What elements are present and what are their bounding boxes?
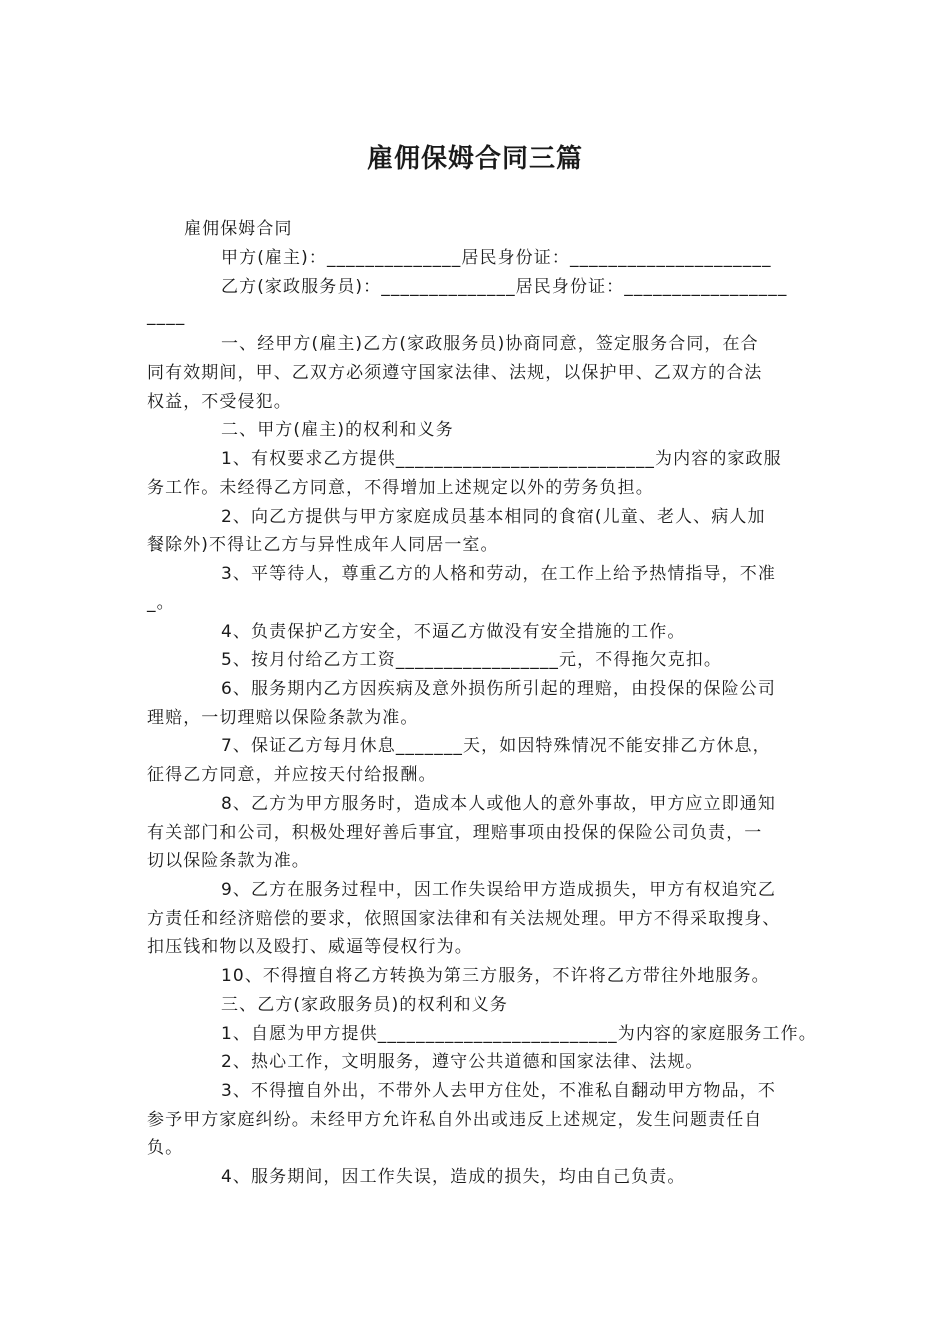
doc-line: 8、乙方为甲方服务时，造成本人或他人的意外事故，甲方应立即通知: [221, 794, 776, 814]
doc-line: 4、负责保护乙方安全，不逼乙方做没有安全措施的工作。: [221, 622, 686, 642]
doc-line: 餐除外)不得让乙方与异性成年人同居一室。: [147, 535, 499, 555]
doc-line: 扣压钱和物以及殴打、威逼等侵权行为。: [147, 937, 473, 957]
doc-line: 4、服务期间，因工作失误，造成的损失，均由自己负责。: [221, 1167, 686, 1187]
doc-line: 10、不得擅自将乙方转换为第三方服务，不许将乙方带往外地服务。: [221, 966, 770, 986]
doc-line: ____: [147, 306, 186, 326]
doc-line: 7、保证乙方每月休息_______天，如因特殊情况不能安排乙方休息，: [221, 736, 771, 756]
doc-line: 方责任和经济赔偿的要求，依照国家法律和有关法规处理。甲方不得采取搜身、: [147, 909, 781, 929]
doc-line-party-b: 乙方(家政服务员)：______________居民身份证：_________________: [221, 277, 788, 297]
section-heading-party-a: 二、甲方(雇主)的权利和义务: [221, 420, 454, 440]
section-heading-party-b: 三、乙方(家政服务员)的权利和义务: [221, 995, 508, 1015]
doc-line-subtitle: 雇佣保姆合同: [184, 219, 293, 239]
doc-line: 1、自愿为甲方提供_________________________为内容的家庭服务工作。: [221, 1024, 817, 1044]
doc-line: 1、有权要求乙方提供___________________________为内容的家政服: [221, 449, 782, 469]
doc-line: 切以保险条款为准。: [147, 851, 310, 871]
doc-line: 务工作。未经得乙方同意，不得增加上述规定以外的劳务负担。: [147, 478, 654, 498]
doc-line: 2、热心工作，文明服务，遵守公共道德和国家法律、法规。: [221, 1052, 704, 1072]
doc-line: 有关部门和公司，积极处理好善后事宜，理赔事项由投保的保险公司负责，一: [147, 823, 763, 843]
doc-line: 一、经甲方(雇主)乙方(家政服务员)协商同意，签定服务合同，在合: [221, 334, 759, 354]
doc-line: 9、乙方在服务过程中，因工作失误给甲方造成损失，甲方有权追究乙: [221, 880, 776, 900]
doc-line: 征得乙方同意，并应按天付给报酬。: [147, 765, 437, 785]
doc-line: 5、按月付给乙方工资_________________元，不得拖欠克扣。: [221, 650, 722, 670]
doc-line: 6、服务期内乙方因疾病及意外损伤所引起的理赔，由投保的保险公司: [221, 679, 776, 699]
doc-line: 2、向乙方提供与甲方家庭成员基本相同的食宿(儿童、老人、病人加: [221, 507, 766, 527]
doc-line: _。: [147, 593, 175, 613]
doc-line-party-a: 甲方(雇主)：______________居民身份证：_____________________: [221, 248, 772, 268]
doc-line: 理赔，一切理赔以保险条款为准。: [147, 708, 419, 728]
doc-line: 负。: [147, 1138, 184, 1158]
doc-line: 参予甲方家庭纠纷。未经甲方允许私自外出或违反上述规定，发生问题责任自: [147, 1110, 763, 1130]
doc-line: 同有效期间，甲、乙双方必须遵守国家法律、法规，以保护甲、乙双方的合法: [147, 363, 763, 383]
document-title: 雇佣保姆合同三篇: [366, 144, 583, 174]
doc-line: 3、平等待人，尊重乙方的人格和劳动，在工作上给予热情指导，不准: [221, 564, 776, 584]
doc-line: 权益，不受侵犯。: [147, 392, 292, 412]
doc-line: 3、不得擅自外出，不带外人去甲方住处，不准私自翻动甲方物品，不: [221, 1081, 776, 1101]
